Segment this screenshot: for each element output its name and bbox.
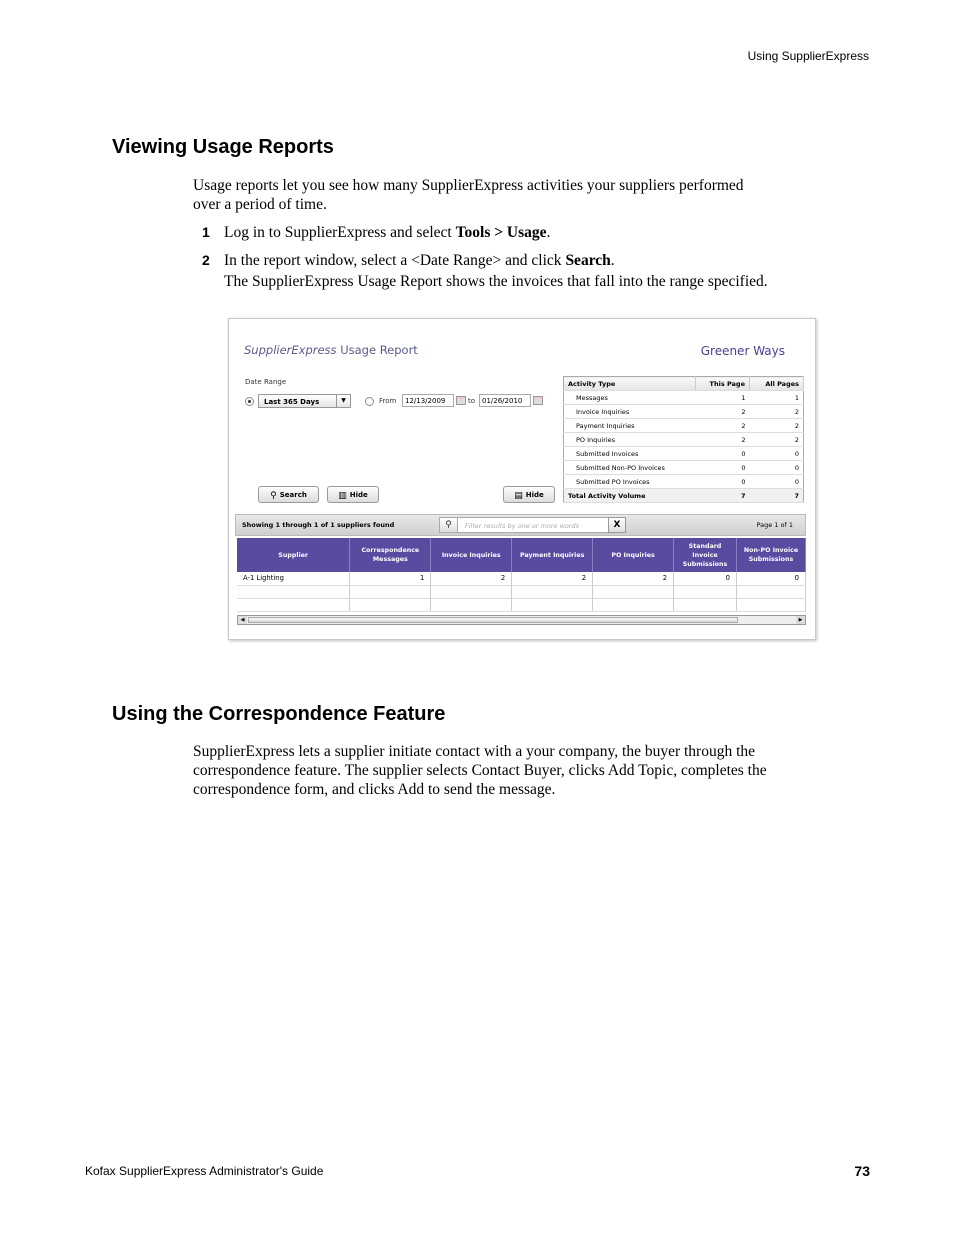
intro-line-1: Usage reports let you see how many SupplierExpress activities your suppliers performed bbox=[193, 177, 744, 194]
brand-name: Greener Ways bbox=[700, 344, 785, 358]
activity-summary-table bbox=[563, 376, 804, 503]
step-text: Log in to SupplierExpress and select Tools > Usage. bbox=[224, 224, 551, 241]
search-icon: ⚲ bbox=[270, 491, 277, 501]
col-non-po-invoice[interactable]: Non-PO Invoice Submissions bbox=[736, 538, 805, 572]
running-header: Using SupplierExpress bbox=[747, 49, 869, 63]
search-button[interactable]: ⚲ Search bbox=[258, 486, 319, 503]
table-row: Invoice Inquiries 2 2 bbox=[564, 405, 804, 419]
from-date-input[interactable]: 12/13/2009 bbox=[402, 394, 454, 407]
table-row: Messages 1 1 bbox=[564, 391, 804, 405]
search-icon[interactable]: ⚲ bbox=[440, 518, 458, 532]
table-row: Payment Inquiries 2 2 bbox=[564, 419, 804, 433]
supplier-grid bbox=[237, 538, 806, 612]
custom-range-radio[interactable] bbox=[365, 397, 374, 406]
date-range-label: Date Range bbox=[245, 378, 287, 386]
step-number: 2 bbox=[202, 252, 210, 268]
date-preset-select[interactable]: Last 365 Days ▼ bbox=[258, 394, 351, 408]
panel-icon: ▤ bbox=[514, 491, 523, 501]
panel-icon: ▥ bbox=[338, 491, 347, 501]
col-payment-inquiries[interactable]: Payment Inquiries bbox=[512, 538, 593, 572]
col-all-pages[interactable]: All Pages bbox=[750, 377, 804, 391]
step-text: In the report window, select a <Date Range> and click Search. The SupplierExpress Usage Report shows the invoices that fall into the range specified. bbox=[224, 252, 768, 290]
scroll-left-icon[interactable]: ◀ bbox=[238, 616, 247, 624]
col-supplier[interactable]: Supplier bbox=[237, 538, 350, 572]
col-invoice-inquiries[interactable]: Invoice Inquiries bbox=[431, 538, 512, 572]
col-po-inquiries[interactable]: PO Inquiries bbox=[593, 538, 674, 572]
col-this-page[interactable]: This Page bbox=[696, 377, 750, 391]
col-standard-invoice[interactable]: Standard Invoice Submissions bbox=[674, 538, 737, 572]
results-toolbar bbox=[235, 514, 806, 536]
scroll-thumb[interactable] bbox=[248, 617, 738, 623]
calendar-icon[interactable] bbox=[456, 396, 466, 405]
section-title-usage-reports: Viewing Usage Reports bbox=[112, 136, 334, 158]
intro-paragraph bbox=[193, 176, 843, 214]
step-number: 1 bbox=[202, 224, 210, 240]
total-row: Total Activity Volume 7 7 bbox=[564, 489, 804, 503]
intro-line-2: over a period of time. bbox=[193, 196, 327, 213]
table-row: PO Inquiries 2 2 bbox=[564, 433, 804, 447]
horizontal-scrollbar[interactable] bbox=[237, 615, 806, 625]
col-correspondence[interactable]: Correspondence Messages bbox=[350, 538, 431, 572]
page-number: 73 bbox=[854, 1163, 870, 1179]
col-activity-type[interactable]: Activity Type bbox=[564, 377, 696, 391]
scroll-right-icon[interactable]: ▶ bbox=[796, 616, 805, 624]
chevron-down-icon: ▼ bbox=[336, 395, 350, 407]
results-count: Showing 1 through 1 of 1 suppliers found bbox=[242, 521, 395, 529]
hide-summary-button[interactable]: ▤ Hide bbox=[503, 486, 555, 503]
preset-radio[interactable] bbox=[245, 397, 254, 406]
section-title-correspondence: Using the Correspondence Feature bbox=[112, 703, 446, 725]
from-label: From bbox=[379, 397, 397, 405]
empty-row bbox=[237, 598, 806, 611]
calendar-icon[interactable] bbox=[533, 396, 543, 405]
report-title: SupplierExpress Usage Report bbox=[244, 343, 418, 357]
table-row: Submitted Non-PO Invoices 0 0 bbox=[564, 461, 804, 475]
page-indicator: Page 1 of 1 bbox=[756, 521, 793, 529]
table-row: Submitted Invoices 0 0 bbox=[564, 447, 804, 461]
usage-report-screenshot bbox=[228, 318, 816, 640]
to-label: to bbox=[468, 397, 476, 405]
footer-doc-title: Kofax SupplierExpress Administrator's Guide bbox=[85, 1164, 324, 1178]
table-row: Submitted PO Invoices 0 0 bbox=[564, 475, 804, 489]
filter-input[interactable]: ⚲ Filter results by one or more words bbox=[439, 517, 609, 533]
hide-filters-button[interactable]: ▥ Hide bbox=[327, 486, 379, 503]
table-row[interactable]: A-1 Lighting 1 2 2 2 0 0 bbox=[237, 572, 806, 585]
clear-filter-button[interactable]: X bbox=[608, 517, 626, 533]
to-date-input[interactable]: 01/26/2010 bbox=[479, 394, 531, 407]
correspondence-paragraph: SupplierExpress lets a supplier initiate contact with a your company, the buyer through the correspondence feature. The supplier selects Contact Buyer, clicks Add Topic, completes the correspondence form, and clicks Add to send the message. bbox=[193, 743, 767, 798]
empty-row bbox=[237, 585, 806, 598]
